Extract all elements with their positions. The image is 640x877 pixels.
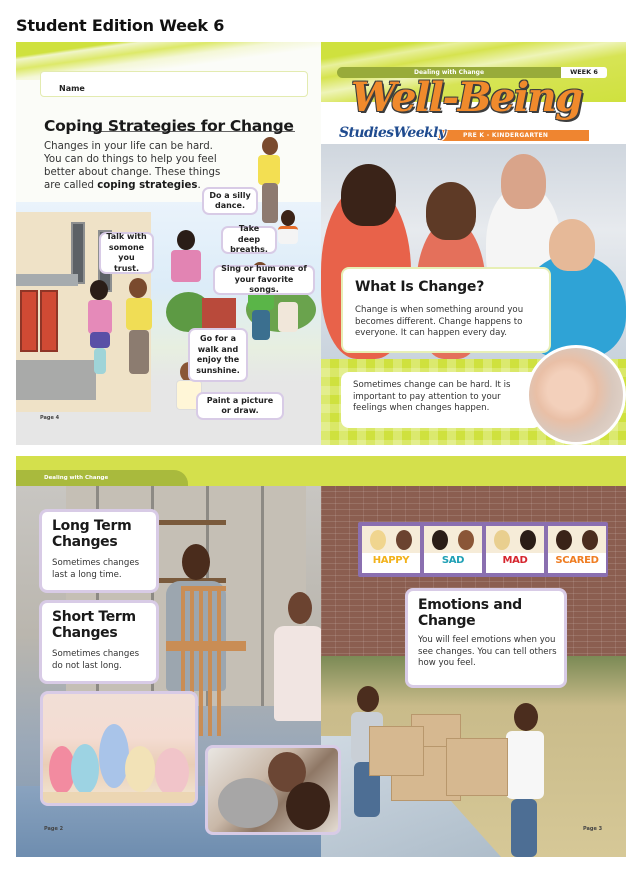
feelings-text: Sometimes change can be hard. It is important to pay attention to your feelings when changes happen.: [353, 380, 511, 413]
table: [43, 792, 198, 806]
top-spread: [16, 42, 626, 445]
short-term-changes-text: Sometimes changes do not last long.: [52, 649, 140, 671]
page-number: Page 4: [40, 415, 60, 421]
page-4-coping-strategies: [16, 42, 321, 445]
faces-sad: [424, 526, 482, 553]
chair-seat: [166, 641, 246, 651]
faces-mad: [486, 526, 544, 553]
boy-right-shirt: [506, 731, 544, 799]
woman-carrying-chair: [274, 626, 324, 721]
mother-figure: [286, 782, 330, 830]
week-badge: WEEK 6: [561, 67, 607, 78]
what-is-change-text: Change is when something around you becomes different. Change happens to everyone. It can happen every day.: [355, 305, 524, 338]
photo-family-hugging: [205, 745, 341, 835]
woman-head: [288, 592, 312, 624]
emotion-card-scared: [548, 526, 606, 573]
face-icon: [458, 530, 474, 550]
title-line: Long Term: [52, 518, 132, 534]
topic-bar: Dealing with Change: [337, 67, 561, 78]
strategy-bubble-sing-hum: Sing or hum one of your favorite songs.: [213, 265, 315, 295]
door-canopy: [16, 274, 78, 286]
box-carried: [446, 738, 508, 796]
grade-level-bar: PRE K - KINDERGARTEN: [439, 130, 589, 141]
face-icon: [582, 530, 598, 550]
strategy-bubble-paint-draw: Paint a picture or draw.: [196, 392, 284, 420]
page-number: Page 3: [583, 826, 603, 832]
intro-line: Changes in your life can be hard.: [44, 141, 213, 152]
name-field[interactable]: [40, 71, 308, 97]
what-is-change-title: What Is Change?: [355, 279, 485, 295]
emotions-and-change-text: You will feel emotions when you see changes. You can tell others how you feel.: [418, 635, 557, 668]
emotion-label-mad: MAD: [502, 555, 528, 566]
well-being-logo: Well-Being: [351, 74, 582, 121]
man-head: [182, 544, 210, 580]
red-door: [20, 290, 38, 352]
faces-happy: [362, 526, 420, 553]
emotion-label-sad: SAD: [441, 555, 465, 566]
face-icon: [520, 530, 536, 550]
strategy-bubble-talk-trusted: Talk with somone you trust.: [99, 232, 154, 274]
emotion-label-scared: SCARED: [555, 555, 599, 566]
long-term-changes-title: [52, 518, 131, 550]
what-is-change-card: [341, 267, 551, 353]
photo-teacher-reading-to-class: [40, 691, 198, 806]
short-term-changes-card: [39, 600, 159, 684]
boy-head: [426, 182, 476, 240]
emotions-strip: [358, 522, 608, 577]
child-figure: [155, 748, 189, 796]
title-line: Changes: [52, 534, 118, 550]
feelings-card: [341, 372, 541, 428]
cover-page-well-being: [321, 42, 626, 445]
face-icon: [494, 530, 510, 550]
emotion-card-mad: [486, 526, 544, 573]
face-icon: [396, 530, 412, 550]
emotion-card-sad: [424, 526, 482, 573]
coping-strategies-term: coping strategies: [97, 180, 198, 191]
bottom-spread: [16, 456, 626, 857]
faces-scared: [548, 526, 606, 553]
page-3-photo-boxes: [321, 486, 626, 857]
long-term-changes-text: Sometimes changes last a long time.: [52, 558, 140, 580]
intro-line: are called: [44, 180, 98, 191]
photo-toddler-kissing-baby: [526, 345, 626, 445]
intro-punctuation: .: [197, 180, 201, 191]
coping-strategies-heading: Coping Strategies for Change: [44, 117, 294, 135]
child-figure: [125, 746, 155, 792]
boy-left-head: [357, 686, 379, 712]
strategy-bubble-silly-dance: Do a silly dance.: [202, 187, 258, 215]
boy-right-jeans: [511, 799, 537, 857]
blond-boy-head: [549, 219, 595, 271]
child-figure: [71, 744, 99, 794]
title-line: Short Term: [52, 609, 136, 625]
page-number: Page 2: [44, 826, 64, 832]
face-icon: [370, 530, 386, 550]
studies-weekly-brand: StudiesWeekly: [339, 125, 446, 141]
face-icon: [432, 530, 448, 550]
emotion-card-happy: [362, 526, 420, 573]
document-title: Student Edition Week 6: [16, 16, 225, 35]
coping-intro-text: [44, 140, 234, 192]
truck-rib: [261, 486, 264, 706]
short-term-changes-title: [52, 609, 136, 641]
title-line: Change: [418, 613, 476, 629]
name-label: Name: [59, 84, 85, 93]
steps: [16, 360, 96, 400]
emotion-label-happy: HAPPY: [372, 555, 410, 566]
emotions-and-change-card: [405, 588, 567, 688]
intro-line: You can do things to help you feel: [44, 154, 217, 165]
man-head: [501, 154, 546, 209]
red-house-illustration: [202, 298, 236, 328]
title-line: Emotions and: [418, 597, 522, 613]
child-figure: [218, 778, 278, 828]
strategy-bubble-walk-sunshine: Go for a walk and enjoy the sunshine.: [188, 328, 248, 382]
intro-line: better about change. These things: [44, 167, 221, 178]
topic-tab: Dealing with Change: [16, 470, 188, 486]
strategy-bubble-deep-breaths: Take deep breaths.: [221, 226, 277, 254]
title-line: Changes: [52, 625, 118, 641]
box-carried: [369, 726, 424, 776]
long-term-changes-card: [39, 509, 159, 593]
boy-right-head: [514, 703, 538, 731]
face-icon: [556, 530, 572, 550]
teacher-figure: [99, 724, 129, 788]
woman-head: [341, 164, 396, 226]
red-door: [40, 290, 58, 352]
emotions-and-change-title: [418, 597, 522, 629]
